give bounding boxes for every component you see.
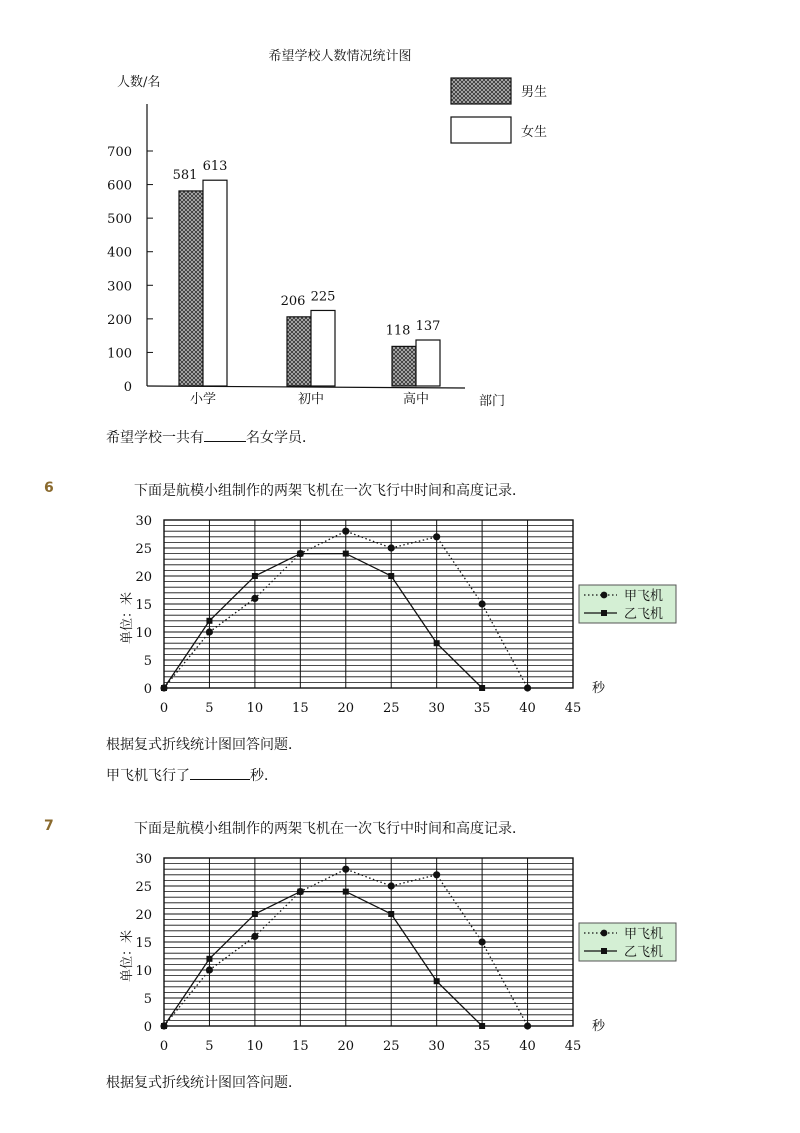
- question-6-sub-after: 秒．: [250, 768, 278, 784]
- point-甲飞机: [342, 528, 349, 535]
- y-axis-label: 人数/名: [117, 75, 161, 90]
- bar-男生-初中: [287, 317, 311, 386]
- y-tick-label: 100: [107, 346, 132, 362]
- x-tick-label: 40: [519, 1039, 536, 1054]
- bar-value-label: 206: [280, 293, 306, 309]
- bar-question: [106, 427, 316, 447]
- legend-marker-jia: [601, 592, 608, 599]
- point-甲飞机: [524, 684, 531, 691]
- point-甲飞机: [206, 628, 213, 635]
- x-tick-label: 45: [564, 701, 582, 716]
- line-chart-q6: [0, 500, 800, 725]
- x-tick-label: 5: [205, 701, 214, 716]
- y-axis-label: 单位：米: [120, 591, 135, 645]
- question-7-intro: 下面是航模小组制作的两架飞机在一次飞行中时间和高度记录．: [134, 821, 526, 837]
- question-6-number: 6: [44, 480, 54, 496]
- legend-label-jia: 甲飞机: [624, 589, 664, 604]
- x-tick-label: 40: [519, 701, 536, 716]
- x-tick-label: 30: [428, 1039, 445, 1054]
- x-tick-label: 10: [246, 1039, 264, 1054]
- x-axis-label: 部门: [479, 394, 506, 409]
- line-chart-q7-svg: [0, 838, 800, 1063]
- point-乙飞机: [206, 956, 212, 962]
- x-tick-label: 25: [382, 701, 400, 716]
- point-乙飞机: [297, 551, 303, 557]
- point-甲飞机: [433, 871, 440, 878]
- line-chart-q6-svg: [0, 500, 800, 725]
- bar-value-label: 118: [385, 323, 411, 339]
- x-tick-label: 25: [382, 1039, 400, 1054]
- x-tick-label: 5: [205, 1039, 214, 1054]
- x-tick-label: 小学: [189, 392, 217, 407]
- y-tick-label: 15: [135, 598, 152, 613]
- bar-question-before: 希望学校一共有: [106, 430, 204, 446]
- point-乙飞机: [479, 685, 485, 691]
- legend-marker-jia: [601, 930, 608, 937]
- point-乙飞机: [343, 551, 349, 557]
- legend-marker-yi: [601, 948, 607, 954]
- y-tick-label: 200: [107, 312, 132, 328]
- bar-男生-高中: [392, 346, 416, 386]
- x-tick-label: 30: [428, 701, 445, 716]
- y-axis-label: 单位：米: [120, 929, 135, 983]
- point-乙飞机: [161, 685, 167, 691]
- answer-blank[interactable]: [204, 427, 246, 442]
- x-tick-label: 20: [337, 701, 355, 716]
- legend-marker-yi: [601, 610, 607, 616]
- point-甲飞机: [251, 933, 258, 940]
- y-tick-label: 30: [135, 514, 152, 529]
- point-乙飞机: [252, 573, 258, 579]
- point-乙飞机: [206, 618, 212, 624]
- x-tick-label: 初中: [297, 392, 325, 407]
- x-tick-label: 10: [246, 701, 264, 716]
- y-tick-label: 400: [107, 245, 132, 261]
- x-tick-label: 35: [473, 701, 491, 716]
- point-甲飞机: [479, 600, 486, 607]
- x-tick-label: 0: [159, 1039, 169, 1054]
- y-tick-label: 600: [107, 178, 132, 194]
- chart-title: 希望学校人数情况统计图: [268, 49, 412, 64]
- y-tick-label: 700: [107, 145, 132, 160]
- y-tick-label: 10: [135, 626, 152, 641]
- bar-value-label: 613: [202, 159, 228, 175]
- point-甲飞机: [524, 1022, 531, 1029]
- point-甲飞机: [251, 595, 258, 602]
- question-6-sub-before: 甲飞机飞行了: [106, 768, 190, 784]
- point-乙飞机: [343, 889, 349, 895]
- bar-chart: [0, 0, 800, 420]
- bar-question-after: 名女学员．: [246, 430, 316, 446]
- legend-label-jia: 甲飞机: [624, 927, 664, 942]
- point-甲飞机: [433, 533, 440, 540]
- legend-label-yi: 乙飞机: [624, 945, 664, 960]
- y-tick-label: 25: [135, 880, 152, 895]
- point-甲飞机: [206, 966, 213, 973]
- question-6-instruction: 根据复式折线统计图回答问题．: [106, 737, 302, 753]
- point-乙飞机: [161, 1023, 167, 1029]
- line-chart-q7: [0, 838, 800, 1063]
- x-axis-label: 秒: [592, 1019, 606, 1034]
- y-tick-label: 500: [107, 212, 132, 228]
- question-6-sub: [106, 765, 278, 785]
- y-tick-label: 5: [143, 992, 152, 1007]
- y-tick-label: 20: [135, 570, 152, 585]
- y-tick-label: 5: [143, 654, 152, 669]
- point-甲飞机: [479, 938, 486, 945]
- question-6-intro: 下面是航模小组制作的两架飞机在一次飞行中时间和高度记录．: [134, 483, 526, 499]
- y-tick-label: 0: [143, 1020, 152, 1035]
- y-tick-label: 20: [135, 908, 152, 923]
- question-7-instruction: 根据复式折线统计图回答问题．: [106, 1075, 302, 1091]
- y-tick-label: 15: [135, 936, 152, 951]
- bar-value-label: 137: [415, 319, 441, 335]
- point-乙飞机: [252, 911, 258, 917]
- legend-label-girls: 女生: [521, 125, 548, 140]
- legend-swatch-boys: [451, 78, 511, 104]
- x-tick-label: 20: [337, 1039, 355, 1054]
- x-tick-label: 45: [564, 1039, 582, 1054]
- bar-女生-初中: [311, 310, 335, 386]
- x-axis-label: 秒: [592, 681, 606, 696]
- y-tick-label: 30: [135, 852, 152, 867]
- point-乙飞机: [388, 911, 394, 917]
- legend-swatch-girls: [451, 117, 511, 143]
- x-tick-label: 15: [292, 1039, 309, 1054]
- bar-value-label: 225: [310, 289, 336, 305]
- point-甲飞机: [388, 544, 395, 551]
- legend-label-boys: 男生: [521, 85, 548, 100]
- point-乙飞机: [434, 978, 440, 984]
- question-7-number: 7: [44, 818, 54, 834]
- point-乙飞机: [297, 889, 303, 895]
- y-tick-label: 0: [143, 682, 152, 697]
- point-乙飞机: [479, 1023, 485, 1029]
- point-乙飞机: [434, 640, 440, 646]
- y-tick-label: 0: [123, 380, 132, 395]
- bar-男生-小学: [179, 191, 203, 386]
- answer-blank[interactable]: [190, 765, 250, 780]
- bar-chart-svg: [0, 0, 800, 420]
- point-甲飞机: [342, 866, 349, 873]
- x-tick-label: 15: [292, 701, 309, 716]
- x-tick-label: 高中: [402, 392, 430, 407]
- point-乙飞机: [388, 573, 394, 579]
- legend-label-yi: 乙飞机: [624, 607, 664, 622]
- y-tick-label: 25: [135, 542, 152, 557]
- bar-女生-高中: [416, 340, 440, 386]
- bar-value-label: 581: [172, 167, 198, 183]
- x-tick-label: 35: [473, 1039, 491, 1054]
- x-tick-label: 0: [159, 701, 169, 716]
- y-tick-label: 300: [107, 279, 132, 295]
- bar-女生-小学: [203, 180, 227, 386]
- point-甲飞机: [388, 882, 395, 889]
- y-tick-label: 10: [135, 964, 152, 979]
